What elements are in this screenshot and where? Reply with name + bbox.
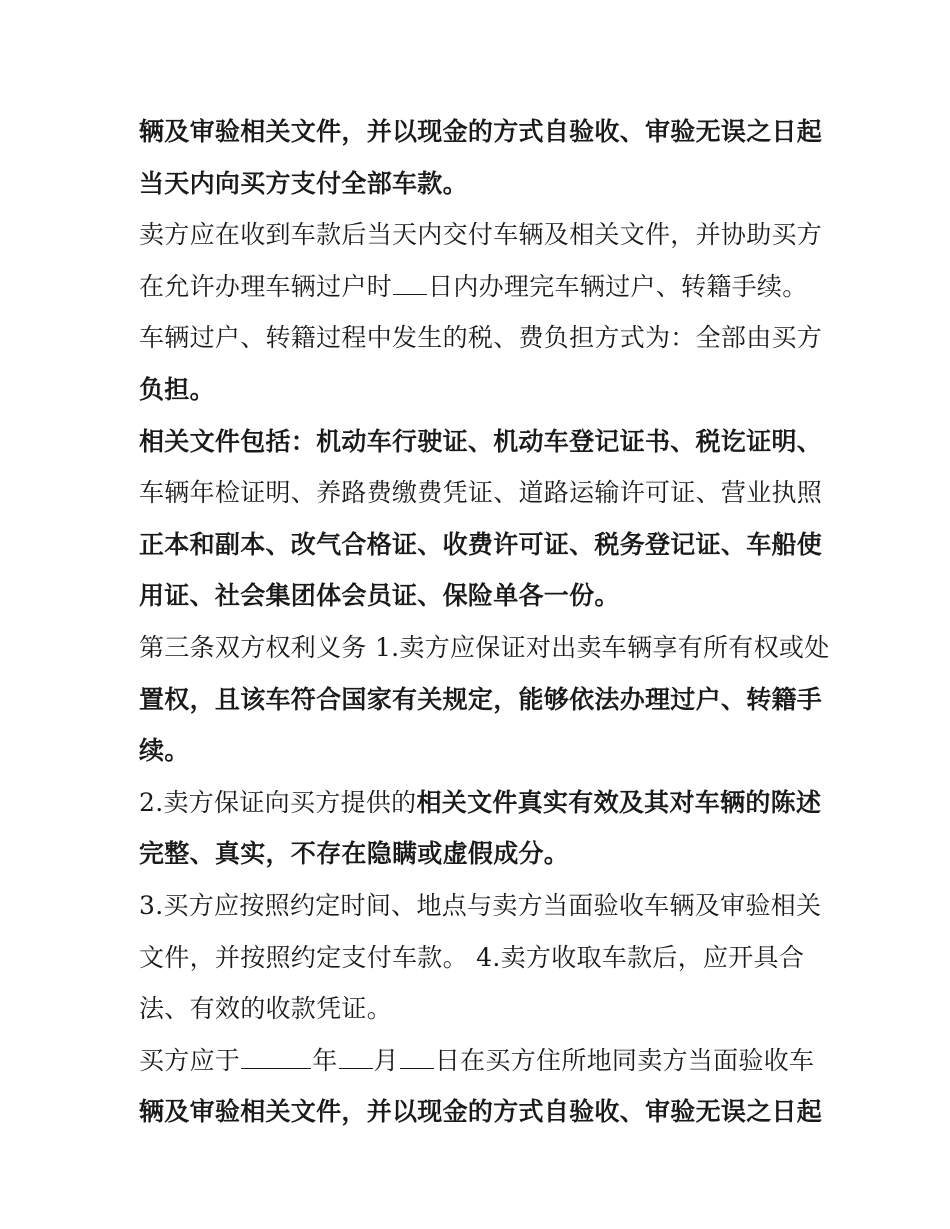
text-line: 卖方应在收到车款后当天内交付车辆及相关文件，并协助买方 <box>139 220 823 250</box>
text-line-with-blanks <box>139 1035 819 1087</box>
text-segment: 相关文件真实有效及其对车辆的陈述 <box>416 787 822 817</box>
text-line: 辆及审验相关文件，并以现金的方式自验收、审验无误之日起 <box>139 117 823 146</box>
text-line: 车辆过户、转籍过程中发生的税、费负担方式为：全部由买方 <box>139 323 823 353</box>
fill-in-blank-day <box>400 1046 434 1069</box>
text-segment: 月 <box>373 1045 399 1075</box>
text-line: 文件，并按照约定支付车款。 4.卖方收取车款后，应开具合 <box>139 942 805 972</box>
text-line: 辆及审验相关文件，并以现金的方式自验收、审验无误之日起 <box>139 1097 823 1127</box>
text-line-mixed <box>139 777 822 829</box>
text-line: 置权，且该车符合国家有关规定，能够依法办理过户、转籍手 <box>139 684 823 714</box>
text-line: 法、有效的收款凭证。 <box>139 994 393 1024</box>
text-line-with-blank <box>139 261 819 313</box>
text-segment: 年 <box>312 1045 338 1075</box>
text-line: 完整、真实，不存在隐瞒或虚假成分。 <box>139 839 570 869</box>
text-line: 3.买方应按照约定时间、地点与卖方当面验收车辆及审验相关 <box>139 890 822 920</box>
text-segment: 买方应于 <box>139 1045 241 1075</box>
fill-in-blank-month <box>339 1046 373 1069</box>
text-line: 相关文件包括：机动车行驶证、机动车登记证书、税讫证明、 <box>139 426 823 456</box>
fill-in-blank-year <box>241 1046 311 1069</box>
text-segment: 日在买方住所地同卖方当面验收车 <box>434 1045 815 1075</box>
text-line: 正本和副本、改气合格证、收费许可证、税务登记证、车船使 <box>139 529 823 559</box>
text-line: 续。 <box>139 736 190 766</box>
document-page <box>139 106 830 1138</box>
text-segment: 日内办理完车辆过户、转籍手续。 <box>428 271 808 301</box>
text-segment: 2.卖方保证向买方提供的 <box>139 787 417 817</box>
text-line: 第三条双方权利义务 1.卖方应保证对出卖车辆享有所有权或处 <box>139 632 830 662</box>
text-line: 用证、社会集团体会员证、保险单各一份。 <box>139 581 620 611</box>
text-line: 车辆年检证明、养路费缴费凭证、道路运输许可证、营业执照 <box>139 478 823 508</box>
text-line: 当天内向买方支付全部车款。 <box>139 168 468 198</box>
text-line: 负担。 <box>139 374 215 404</box>
text-segment: 在允许办理车辆过户时 <box>139 271 393 301</box>
fill-in-blank <box>393 272 427 295</box>
